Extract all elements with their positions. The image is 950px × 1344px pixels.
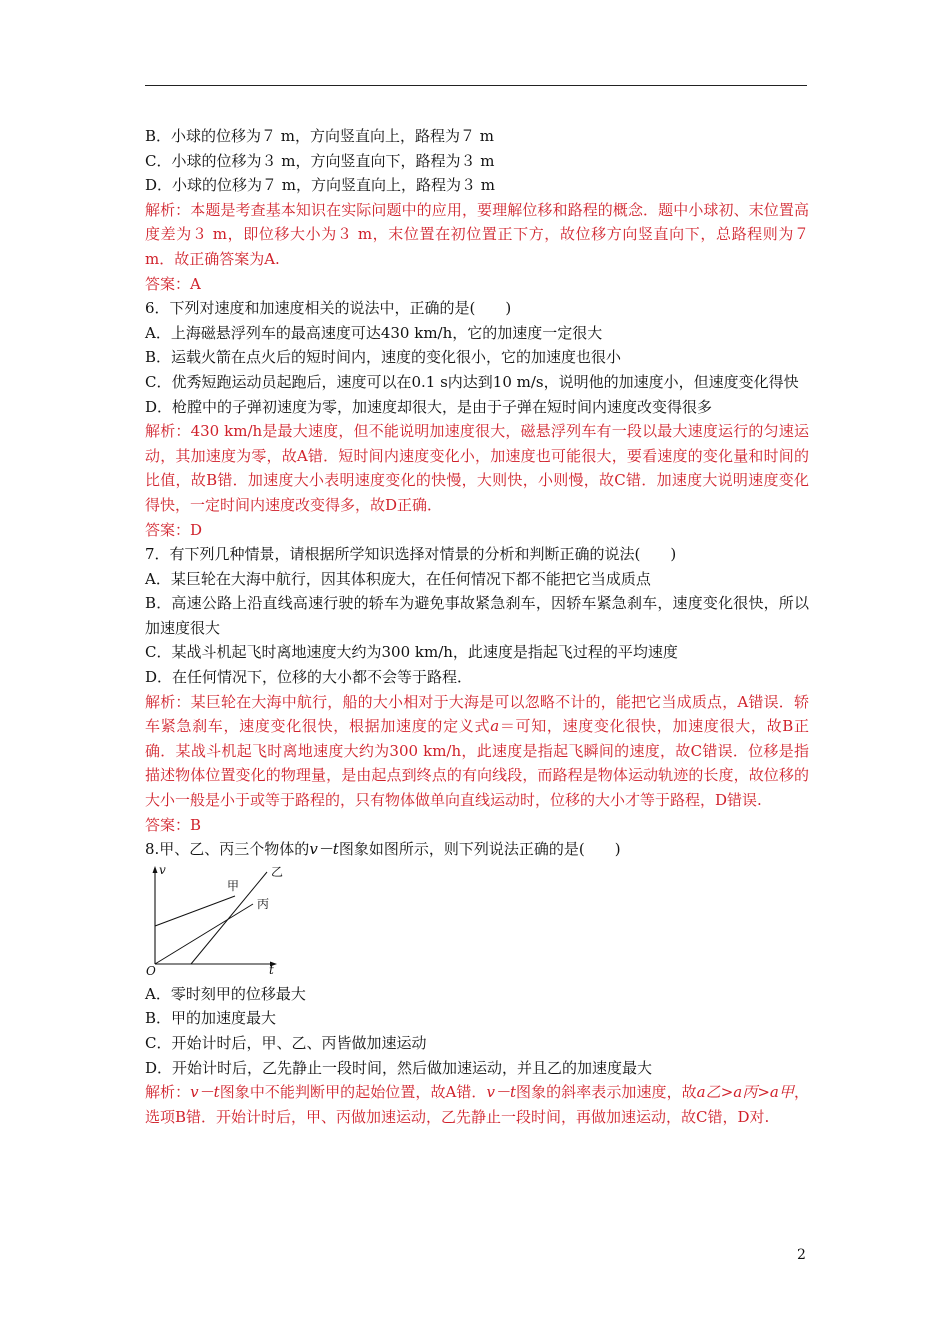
line-bing <box>155 904 253 964</box>
q8-stem-var: v－t <box>309 840 339 859</box>
q7-option-d: D．在任何情况下，位移的大小都不会等于路程． <box>145 668 473 687</box>
axis-x-label: t <box>269 962 274 976</box>
q8-option-a: A．零时刻甲的位移最大 <box>145 984 306 1003</box>
q8-option-b: B．甲的加速度最大 <box>145 1009 277 1028</box>
q8-stem-post: 图象如图所示，则下列说法正确的是( ) <box>338 840 621 859</box>
q8-analysis-4: a乙>a丙>a甲 <box>696 1083 794 1102</box>
header-rule <box>145 85 807 86</box>
q5-option-b: B．小球的位移为７ m，方向竖直向上，路程为７ m <box>145 127 495 145</box>
label-yi: 乙 <box>271 864 284 879</box>
q8-option-c: C．开始计时后，甲、乙、丙皆做加速运动 <box>145 1034 427 1052</box>
q8-analysis-var1: v－t <box>190 1083 220 1102</box>
page-body <box>145 124 809 1129</box>
q6-option-d: D．枪膛中的子弹初速度为零，加速度却很大，是由于子弹在短时间内速度改变得很多 <box>145 397 713 416</box>
origin-label: O <box>146 963 156 976</box>
q5-option-c: C．小球的位移为３ m，方向竖直向下，路程为３ m <box>145 151 495 170</box>
q8-analysis-3: 图象的斜率表示加速度，故 <box>516 1083 697 1102</box>
q6-analysis: 解析：430 km/h是最大速度，但不能说明加速度很大，磁悬浮列车有一段以最大速度运行的匀速运动，其加速度为零，故A错．短时间内速度变化小，加速度也可能很大，要看速度的变化量和时间的比值，故B错．加速度大小表明速度变化的快慢，大则快，小则慢，故C错．加速度大说明速度变化得快，一定时间内速度改变得多，故D正确． <box>145 422 809 514</box>
q7-option-c: C．某战斗机起飞时离地速度大约为300 km/h，此速度是指起飞过程的平均速度 <box>145 643 678 662</box>
y-axis-arrow <box>153 866 158 873</box>
q8-analysis-5: ，选项B错．开始计时后，甲、丙做加速运动，乙先静止一段时间，再做加速运动，故C错，D对. <box>145 1083 809 1126</box>
q6-option-b: B．运载火箭在点火后的短时间内，速度的变化很小，它的加速度也很小 <box>145 348 622 367</box>
q7-option-a: A．某巨轮在大海中航行，因其体积庞大，在任何情况下都不能把它当成质点 <box>145 569 651 588</box>
q6-option-a: A．上海磁悬浮列车的最高速度可达430 km/h，它的加速度一定很大 <box>145 323 603 342</box>
line-jia <box>155 896 235 926</box>
q8-analysis-var2: v－t <box>486 1083 516 1102</box>
q7-option-b: B．高速公路上沿直线高速行驶的轿车为避免事故紧急刹车，因轿车紧急刹车，速度变化很快，所以加速度很大 <box>145 594 809 637</box>
axis-y-label: v <box>159 863 166 877</box>
q7-analysis-var: a <box>490 717 500 736</box>
label-jia: 甲 <box>227 878 240 893</box>
q8-analysis <box>145 1080 809 1129</box>
q8-analysis-1: 解析： <box>145 1083 191 1102</box>
q7-stem: 7．有下列几种情景，请根据所学知识选择对情景的分析和判断正确的说法( ) <box>145 545 677 564</box>
q8-stem-pre: 8.甲、乙、丙三个物体的 <box>145 840 310 859</box>
q5-option-d: D．小球的位移为７ m，方向竖直向上，路程为３ m <box>145 176 496 195</box>
q5-analysis: 解析：本题是考查基本知识在实际问题中的应用，要理解位移和路程的概念．题中小球初、末位置高度差为３ m，即位移大小为３ m，末位置在初位置正下方，故位移方向竖直向下，总路程则为７ m．故正确答案为A. <box>145 200 809 268</box>
vt-graph <box>145 864 295 976</box>
q7-analysis <box>145 690 809 813</box>
q7-analysis-post: ＝可知，速度变化很快，加速度很大，故B正确．某战斗机起飞时离地速度大约为300 km/h，此速度是指起飞瞬间的速度，故C错误．位移是指描述物体位置变化的物理量，是由起点到终点的有向线段，而路程是物体运动轨迹的长度，故位移的大小一般是小于或等于路程的，只有物体做单向直线运动时，位移的大小才等于路程，D错误. <box>145 717 809 810</box>
q6-stem: 6．下列对速度和加速度相关的说法中，正确的是( ) <box>145 299 512 318</box>
q8-analysis-2: 图象中不能判断甲的起始位置，故A错． <box>219 1083 487 1102</box>
q6-option-c: C．优秀短跑运动员起跑后，速度可以在0.1 s内达到10 m/s，说明他的加速度小，但速度变化得快 <box>145 372 799 391</box>
q5-answer: 答案：A <box>145 274 201 293</box>
label-bing: 丙 <box>257 896 270 911</box>
q8-option-d: D．开始计时后，乙先静止一段时间，然后做加速运动，并且乙的加速度最大 <box>145 1058 653 1077</box>
page-number: 2 <box>797 1247 806 1263</box>
q8-stem <box>145 837 809 862</box>
q7-analysis-pre: 解析：某巨轮在大海中航行，船的大小相对于大海是可以忽略不计的，能把它当成质点，A错误．轿车紧急刹车，速度变化很快，根据加速度的定义式 <box>145 692 809 736</box>
q6-answer: 答案：D <box>145 520 203 539</box>
q7-answer: 答案：B <box>145 815 202 834</box>
